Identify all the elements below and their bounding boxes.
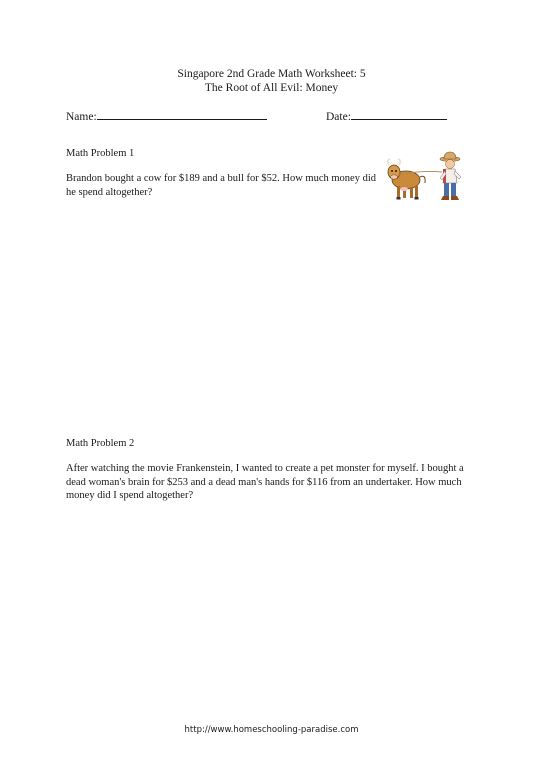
name-blank-line — [97, 108, 267, 120]
footer-url: http://www.homeschooling-paradise.com — [184, 725, 359, 735]
problem-1-text: Brandon bought a cow for $189 and a bull for $52. How much money did he spend altogether? — [66, 173, 376, 198]
cow-icon — [388, 159, 425, 200]
worksheet-title: Singapore 2nd Grade Math Worksheet: 5 — [177, 68, 366, 80]
date-field — [326, 108, 447, 124]
problem-2-text: After watching the movie Frankenstein, I wanted to create a pet monster for myself. I bought a dead woman's brain for $253 and a dead man's hands for $116 from an undertaker. How much money did I spend altogether? — [66, 463, 464, 501]
cowboy-icon — [440, 152, 461, 200]
date-label: Date: — [326, 111, 351, 123]
cowboy-with-cow-icon — [380, 150, 480, 206]
problem-2-heading: Math Problem 2 — [66, 438, 135, 449]
name-label: Name: — [66, 111, 97, 123]
problem-1-heading: Math Problem 1 — [66, 148, 135, 159]
worksheet-subtitle: The Root of All Evil: Money — [204, 82, 339, 94]
name-field — [66, 108, 267, 124]
date-blank-line — [351, 108, 447, 120]
